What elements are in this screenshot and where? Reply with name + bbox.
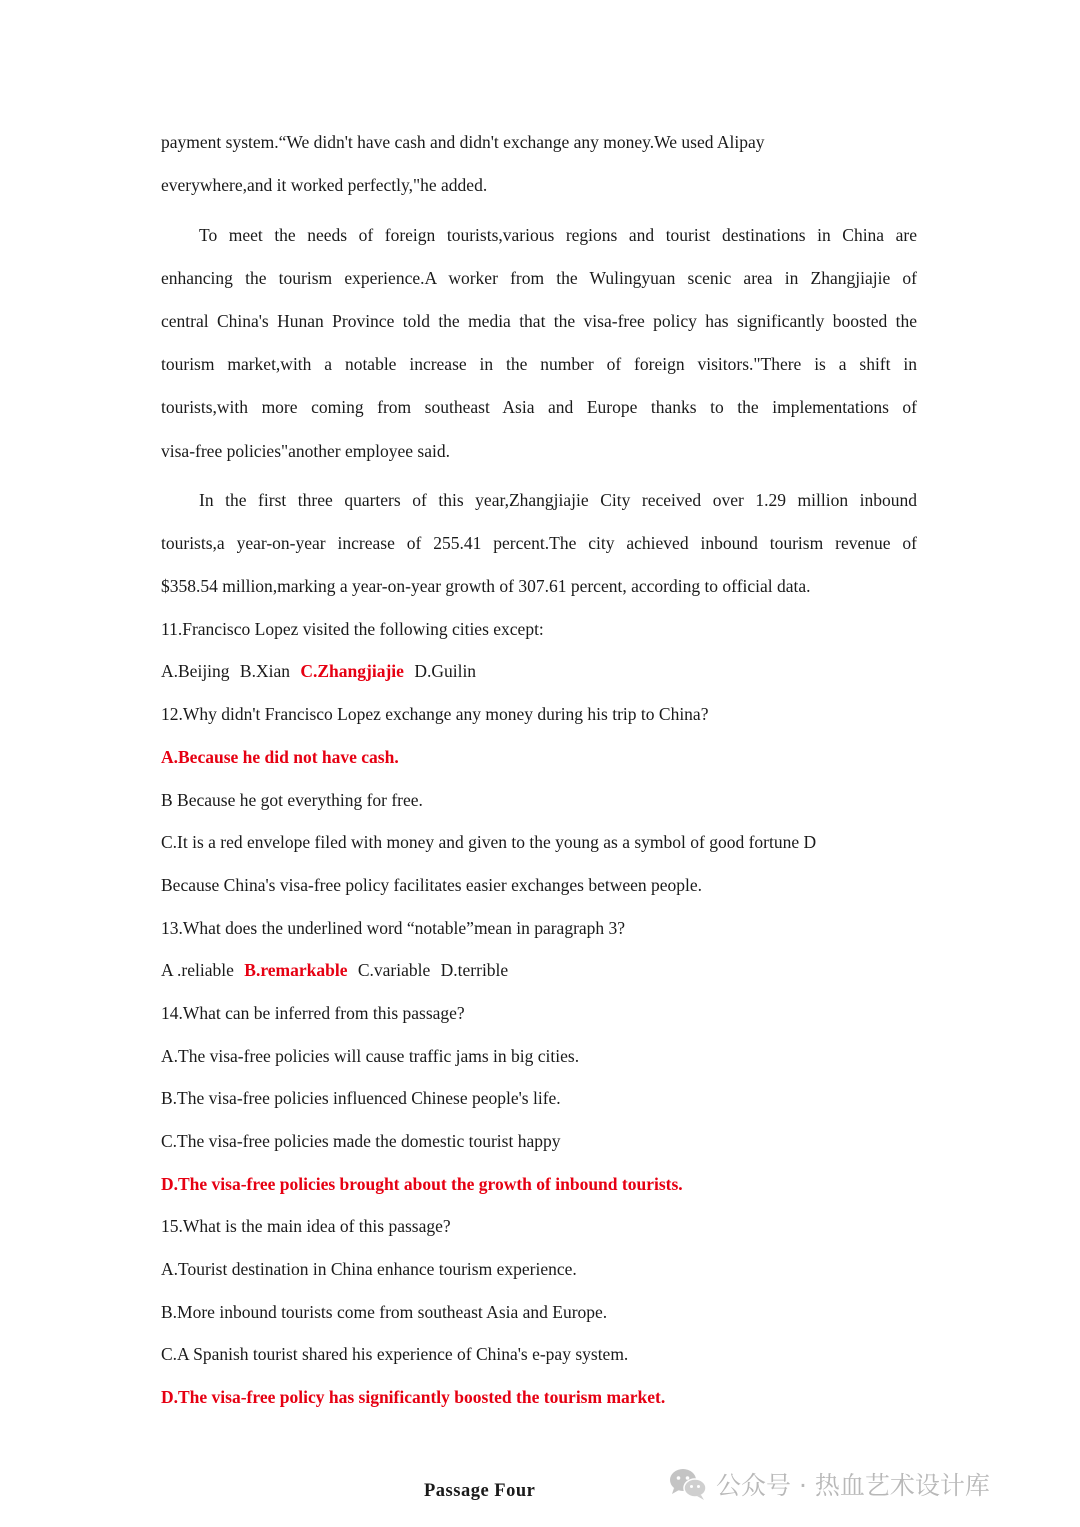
question-14-stem: 14.What can be inferred from this passage? [161, 1003, 465, 1023]
q12-option-a-answer: A.Because he did not have cash. [161, 747, 399, 767]
passage-title: Passage Four [424, 1481, 536, 1501]
q14-option-c: C.The visa-free policies made the domestic tourist happy [161, 1131, 561, 1151]
paragraph-line: central China's Hunan Province told the media that the visa-free policy has significantly boosted the [161, 311, 917, 331]
paragraph-line: tourists,a year-on-year increase of 255.41 percent.The city achieved inbound tourism revenue of [161, 533, 917, 553]
paragraph-line: $358.54 million,marking a year-on-year growth of 307.61 percent, according to official data. [161, 576, 811, 596]
q14-option-d-answer: D.The visa-free policies brought about the growth of inbound tourists. [161, 1174, 683, 1194]
q11-option-c-answer: C.Zhangjiajie [300, 661, 404, 681]
q13-option-b-answer: B.remarkable [244, 960, 348, 980]
paragraph-line: payment system.“We didn't have cash and didn't exchange any money.We used Alipay [161, 132, 765, 152]
q14-option-a: A.The visa-free policies will cause traffic jams in big cities. [161, 1046, 580, 1066]
paragraph-line: visa-free policies"another employee said. [161, 441, 450, 461]
wechat-icon [668, 1467, 708, 1501]
question-11-stem: 11.Francisco Lopez visited the following cities except: [161, 619, 544, 639]
q11-option-b: B.Xian [239, 661, 290, 681]
paragraph-line: In the first three quarters of this year,Zhangjiajie City received over 1.29 million inbound [199, 490, 917, 510]
paragraph-line: tourism market,with a notable increase in the number of foreign visitors."There is a shift in [161, 354, 917, 374]
watermark [668, 1465, 990, 1503]
question-11-options [161, 660, 482, 682]
paragraph-line: everywhere,and it worked perfectly,"he added. [161, 175, 488, 195]
q13-option-a: A .reliable [161, 960, 234, 980]
q15-option-a: A.Tourist destination in China enhance tourism experience. [161, 1259, 577, 1279]
question-13-options [161, 959, 514, 981]
q15-option-c: C.A Spanish tourist shared his experience of China's e-pay system. [161, 1344, 629, 1364]
q11-option-a: A.Beijing [161, 661, 230, 681]
q13-option-c: C.variable [357, 960, 431, 980]
q12-option-d: Because China's visa-free policy facilitates easier exchanges between people. [161, 875, 703, 895]
paragraph-line: enhancing the tourism experience.A worker from the Wulingyuan scenic area in Zhangjiajie of [161, 268, 917, 288]
q11-option-d: D.Guilin [414, 661, 477, 681]
paragraph-line: tourists,with more coming from southeast Asia and Europe thanks to the implementations of [161, 397, 917, 417]
q15-option-d-answer: D.The visa-free policy has significantly boosted the tourism market. [161, 1387, 666, 1407]
q12-option-b: B Because he got everything for free. [161, 790, 423, 810]
q14-option-b: B.The visa-free policies influenced Chinese people's life. [161, 1088, 561, 1108]
q15-option-b: B.More inbound tourists come from southeast Asia and Europe. [161, 1302, 608, 1322]
question-12-stem: 12.Why didn't Francisco Lopez exchange any money during his trip to China? [161, 704, 709, 724]
question-13-stem: 13.What does the underlined word “notable”mean in paragraph 3? [161, 918, 626, 938]
paragraph-line: To meet the needs of foreign tourists,various regions and tourist destinations in China are [199, 225, 917, 245]
q12-option-c: C.It is a red envelope filed with money and given to the young as a symbol of good fortune D [161, 832, 817, 852]
watermark-text: 公众号 · 热血艺术设计库 [716, 1471, 990, 1500]
question-15-stem: 15.What is the main idea of this passage? [161, 1216, 451, 1236]
q13-option-d: D.terrible [440, 960, 509, 980]
